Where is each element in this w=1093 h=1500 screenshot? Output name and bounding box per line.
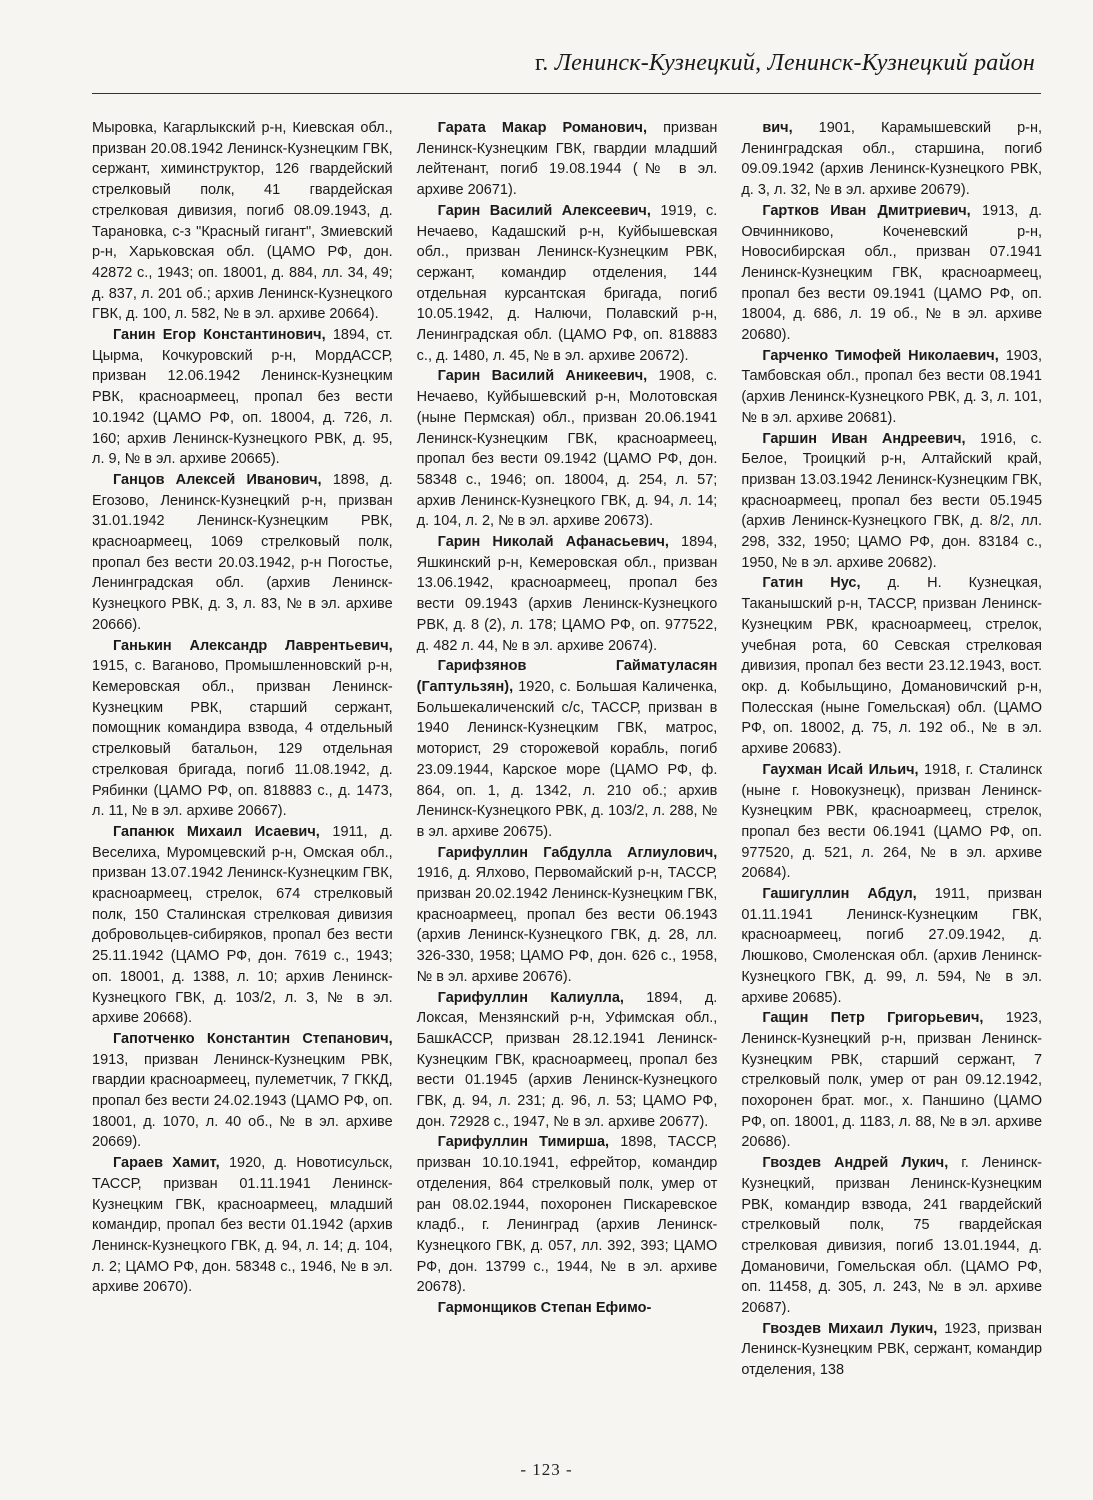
entry bbox=[92, 636, 393, 822]
text-column-1 bbox=[92, 118, 393, 1408]
entry bbox=[92, 1153, 393, 1298]
entry-text: 1911, д. Веселиха, Муромцевский р-н, Омская обл., призван 13.07.1942 Ленинск-Кузнецким ГВК, красноармеец, стрелок, 674 стрелковый полк, 150 Сталинская стрелковая дивизия добровольцев-сибиряков, пропал без вести 25.11.1942 (ЦАМО РФ, дон. 7619 с., 1943; оп. 18001, д. 1388, л. 10; архив Ленинск-Кузнецкого ГВК, д. 103/2, л. 3, № в эл. архиве 20668). bbox=[92, 823, 393, 1027]
entry-text: 1923, Ленинск-Кузнецкий р-н, призван Ленинск-Кузнецким РВК, старший сержант, 7 стрелковый полк, умер от ран 09.12.1942, похоронен брат. мог., х. Паншино (ЦАМО РФ, оп. 18001, д. 1183, л. 88, № в эл. архиве 20686). bbox=[741, 1010, 1043, 1151]
entry-text: 1915, с. Ваганово, Промышленновский р-н, Кемеровская обл., призван Ленинск-Кузнецким РВК, старший сержант, помощник командира взвода, 4 отдельный стрелковый батальон, 129 отдельная стрелковая бригада, погиб 11.08.1942, д. Рябинки (ЦАМО РФ, оп. 818883 с., д. 1473, л. 11, № в эл. архиве 20667). bbox=[92, 658, 393, 820]
entry bbox=[417, 988, 718, 1133]
entry-name: Гаухман Исай Ильич, bbox=[762, 761, 919, 778]
text-column-3 bbox=[741, 118, 1042, 1408]
entry-text: 1898, ТАССР, призван 10.10.1941, ефрейтор, командир отделения, 864 стрелковый полк, умер от ран 08.02.1944, похоронен Пискаревское кладб., г. Ленинград (архив Ленинск-Кузнецкого ГВК, д. 057, лл. 392, 393; ЦАМО РФ, дон. 13799 с., 1944, № в эл. архиве 20678). bbox=[416, 1134, 718, 1296]
entry bbox=[417, 656, 718, 842]
entry-text: г. Ленинск-Кузнецкий, призван Ленинск-Кузнецким РВК, командир взвода, 241 гвардейский стрелковый полк, 75 гвардейская стрелковая дивизия, погиб 13.01.1944, д. Домановичи, Гомельская обл. (ЦАМО РФ, оп. 11458, д. 305, л. 243, № в эл. архиве 20687). bbox=[741, 1155, 1043, 1317]
entry bbox=[417, 843, 718, 988]
entry-text: 1913, призван Ленинск-Кузнецким РВК, гвардии красноармеец, пулеметчик, 7 ГККД, пропал без вести 24.02.1943 (ЦАМО РФ, оп. 18001, д. 1070, л. 40 об., № в эл. архиве 20669). bbox=[92, 1051, 393, 1151]
entry bbox=[92, 325, 393, 470]
entry-name: Гарифуллин Тимирша, bbox=[437, 1134, 610, 1151]
running-title-district: Ленинск-Кузнецкий район bbox=[767, 50, 1035, 76]
entry-name: Гарченко Тимофей Николаевич, bbox=[762, 347, 999, 364]
entry bbox=[741, 201, 1042, 346]
entry-text: Мыровка, Кагарлыкский р-н, Киевская обл., призван 20.08.1942 Ленинск-Кузнецким ГВК, сержант, химинструктор, 126 гвардейский стрелковый полк, 41 гвардейская стрелковая дивизия, погиб 08.09.1943, д. Тарановка, с-з "Красный гигант", Змиевский р-н, Харьковская обл. (ЦАМО РФ, дон. 42872 с., 1943; оп. 18001, д. 884, лл. 34, 49; д. 837, л. 201 об.; архив Ленинск-Кузнецкого ГВК, д. 100, л. 582, № в эл. архиве 20664). bbox=[92, 120, 393, 323]
entry-text: 1901, Карамышевский р-н, Ленинградская обл., старшина, погиб 09.09.1942 (архив Ленинск-Кузнецкого РВК, д. 3, л. 32, № в эл. архиве 20679). bbox=[741, 120, 1043, 199]
page-header bbox=[0, 0, 1093, 96]
entry-name: Ганин Егор Константинович, bbox=[113, 327, 326, 344]
running-title bbox=[535, 50, 1035, 77]
entry-name: Гатин Нус, bbox=[762, 575, 861, 592]
entry bbox=[417, 532, 718, 656]
entry bbox=[741, 884, 1042, 1008]
entry-text: 1898, д. Егозово, Ленинск-Кузнецкий р-н, призван 31.01.1942 Ленинск-Кузнецким РВК, красноармеец, 1069 стрелковый полк, пропал без вести 20.03.1942, р-н Погостье, Ленинградская обл. (архив Ленинск-Кузнецкого РВК, д. 3, л. 83, № в эл. архиве 20666). bbox=[92, 471, 393, 633]
entry-text: 1911, призван 01.11.1941 Ленинск-Кузнецким ГВК, красноармеец, погиб 27.09.1942, д. Люшково, Смоленская обл. (архив Ленинск-Кузнецкого ГВК, д. 99, л. 594, № в эл. архиве 20685). bbox=[741, 886, 1043, 1006]
entry bbox=[741, 1153, 1042, 1319]
entry bbox=[741, 346, 1042, 429]
entry-text: 1916, с. Белое, Троицкий р-н, Алтайский край, призван 13.03.1942 Ленинск-Кузнецким ГВК, красноармеец, пропал без вести 05.1945 (архив Ленинск-Кузнецкого ГВК, д. 8/2, лл. 298, 332, 1950; ЦАМО РФ, дон. 83184 с., 1950, № в эл. архиве 20682). bbox=[741, 430, 1043, 571]
entry-text: 1918, г. Сталинск (ныне г. Новокузнецк), призван Ленинск-Кузнецким РВК, красноармеец, стрелок, пропал без вести 06.1941 (ЦАМО РФ, оп. 977520, д. 521, л. 264, № в эл. архиве 20684). bbox=[741, 761, 1043, 882]
entry-text: 1894, ст. Цырма, Кочкуровский р-н, МордАССР, призван 12.06.1942 Ленинск-Кузнецким РВК, красноармеец, пропал без вести 10.1942 (ЦАМО РФ, оп. 18004, д. 726, л. 160; архив Ленинск-Кузнецкого РВК, д. 95, л. 9, № в эл. архиве 20665). bbox=[92, 327, 393, 468]
text-column-2 bbox=[417, 118, 718, 1408]
entry-name: Гапотченко Константин Степанович, bbox=[113, 1030, 393, 1047]
entry bbox=[417, 1132, 718, 1298]
entry-name: Гарин Василий Алексеевич, bbox=[437, 202, 651, 219]
entry bbox=[741, 429, 1042, 574]
entry-text: 1920, с. Большая Каличенка, Большекаличенский с/с, ТАССР, призван в 1940 Ленинск-Кузнецким ГВК, матрос, моторист, 29 сторожевой корабль, погиб 23.09.1944, Карское море (ЦАМО РФ, ф. 864, оп. 1, д. 1342, л. 210 об.; архив Ленинск-Кузнецкого РВК, д. 103/2, л. 288, № в эл. архиве 20675). bbox=[416, 678, 718, 840]
entry-name: вич, bbox=[762, 120, 793, 136]
entry-name: Гарата Макар Романович, bbox=[437, 120, 647, 136]
entry bbox=[417, 1298, 718, 1319]
entry-text: 1894, д. Локсая, Мензянский р-н, Уфимская обл., БашкАССР, призван 28.12.1941 Ленинск-Кузнецким ГВК, красноармеец, пропал без вести 01.1945 (архив Ленинск-Кузнецкого ГВК, д. 94, л. 231; д. 96, л. 53; ЦАМО РФ, дон. 72928 с., 1947, № в эл. архиве 20677). bbox=[416, 989, 718, 1130]
entry-name: Гарифуллин Калиулла, bbox=[437, 989, 624, 1006]
entry-text: призван Ленинск-Кузнецким ГВК, гвардии младший лейтенант, погиб 19.08.1944 (№ в эл. архиве 20671). bbox=[416, 120, 718, 199]
entry-name: Гарифзянов Гайматуласян (Гаптульзян), bbox=[416, 658, 718, 695]
entry-name: Гарин Николай Афанасьевич, bbox=[437, 534, 669, 551]
entry-text: 1920, д. Новотисульск, ТАССР, призван 01.11.1941 Ленинск-Кузнецким ГВК, красноармеец, младший командир, пропал без вести 01.1942 (архив Ленинск-Кузнецкого ГВК, д. 94, л. 14; д. 104, л. 2; ЦАМО РФ, дон. 58348 с., 1946, № в эл. архиве 20670). bbox=[92, 1155, 393, 1296]
entry bbox=[741, 1008, 1042, 1153]
entry-name: Ганцов Алексей Иванович, bbox=[113, 471, 322, 488]
entry-name: Гащин Петр Григорьевич, bbox=[762, 1010, 984, 1027]
entry-name: Гартков Иван Дмитриевич, bbox=[762, 202, 971, 219]
header-rule bbox=[92, 93, 1041, 94]
entry-name: Гвоздев Андрей Лукич, bbox=[762, 1155, 949, 1172]
entry bbox=[92, 822, 393, 1029]
entry-text: 1903, Тамбовская обл., пропал без вести 08.1941 (архив Ленинск-Кузнецкого РВК, д. 3, л. 101, № в эл. архиве 20681). bbox=[741, 347, 1043, 426]
entry-text: 1923, призван Ленинск-Кузнецким РВК, сержант, командир отделения, 138 bbox=[741, 1320, 1043, 1379]
entry-text: 1919, с. Нечаево, Кадашский р-н, Куйбышевская обл., призван Ленинск-Кузнецким РВК, сержант, командир отделения, 144 отдельная курсантская бригада, погиб 10.05.1942, д. Налючи, Полавский р-н, Ленинградская обл. (ЦАМО РФ, оп. 818883 с., д. 1480, л. 45, № в эл. архиве 20672). bbox=[416, 202, 718, 364]
entry-text: 1916, д. Ялхово, Первомайский р-н, ТАССР, призван 20.02.1942 Ленинск-Кузнецким ГВК, красноармеец, пропал без вести 06.1943 (архив Ленинск-Кузнецкого ГВК, д. 28, лл. 326-330, 1958; ЦАМО РФ, дон. 626 с., 1958, № в эл. архиве 20676). bbox=[416, 865, 718, 985]
entry bbox=[92, 470, 393, 636]
entry-name: Гармонщиков Степан Ефимо- bbox=[437, 1300, 652, 1317]
entry-name: Гаршин Иван Андреевич, bbox=[762, 430, 966, 447]
entry bbox=[417, 366, 718, 532]
running-title-prefix: г. bbox=[534, 50, 555, 76]
entry-name: Гарифуллин Габдулла Аглиулович, bbox=[437, 844, 718, 861]
entry bbox=[741, 1319, 1042, 1381]
entry-name: Гарин Василий Аникеевич, bbox=[437, 368, 648, 385]
entry bbox=[417, 201, 718, 367]
running-title-separator: , bbox=[755, 50, 768, 76]
entry-name: Гвоздев Михаил Лукич, bbox=[762, 1320, 938, 1337]
entry bbox=[741, 760, 1042, 884]
entry-name: Гашигуллин Абдул, bbox=[762, 886, 917, 903]
entry bbox=[417, 118, 718, 201]
entry-name: Ганькин Александр Лаврентьевич, bbox=[113, 637, 393, 654]
entry bbox=[92, 118, 393, 325]
entry-name: Гапанюк Михаил Исаевич, bbox=[113, 823, 320, 840]
entry-text: д. Н. Кузнецкая, Таканышский р-н, ТАССР, призван Ленинск-Кузнецким РВК, красноармеец, стрелок, учебная рота, 60 Севская стрелковая дивизия, пропал без вести 23.12.1943, вост. окр. д. Кобыльщино, Домановичский р-н, Полесская (ныне Гомельская) обл. (ЦАМО РФ, оп. 18002, д. 75, л. 192 об., № в эл. архиве 20683). bbox=[741, 575, 1043, 758]
page-number: - 123 - bbox=[520, 1460, 573, 1479]
entry-text: 1908, с. Нечаево, Куйбышевский р-н, Молотовская (ныне Пермская) обл., призван 20.06.1941 Ленинск-Кузнецким ГВК, красноармеец, пропал без вести 09.1942 (ЦАМО РФ, дон. 58348 с., 1946; оп. 18004, д. 254, л. 57; архив Ленинск-Кузнецкого ГВК, д. 94, л. 14; д. 104, л. 2, № в эл. архиве 20673). bbox=[416, 368, 718, 530]
running-title-city: Ленинск-Кузнецкий bbox=[554, 50, 756, 76]
entry bbox=[92, 1029, 393, 1153]
entry-text: 1913, д. Овчинниково, Коченевский р-н, Новосибирская обл., призван 07.1941 Ленинск-Кузнецким ГВК, красноармеец, пропал без вести 09.1941 (ЦАМО РФ, оп. 18004, д. 686, л. 19 об., № в эл. архиве 20680). bbox=[741, 202, 1043, 344]
entry-name: Гараев Хамит, bbox=[113, 1155, 220, 1172]
entry-text: 1894, Яшкинский р-н, Кемеровская обл., призван 13.06.1942, красноармеец, пропал без вести 09.1943 (архив Ленинск-Кузнецкого РВК, д. 8 (2), л. 178; ЦАМО РФ, оп. 977522, д. 482 л. 44, № в эл. архиве 20674). bbox=[416, 534, 718, 654]
entry bbox=[741, 118, 1042, 201]
text-columns bbox=[92, 118, 1042, 1408]
entry bbox=[741, 573, 1042, 759]
